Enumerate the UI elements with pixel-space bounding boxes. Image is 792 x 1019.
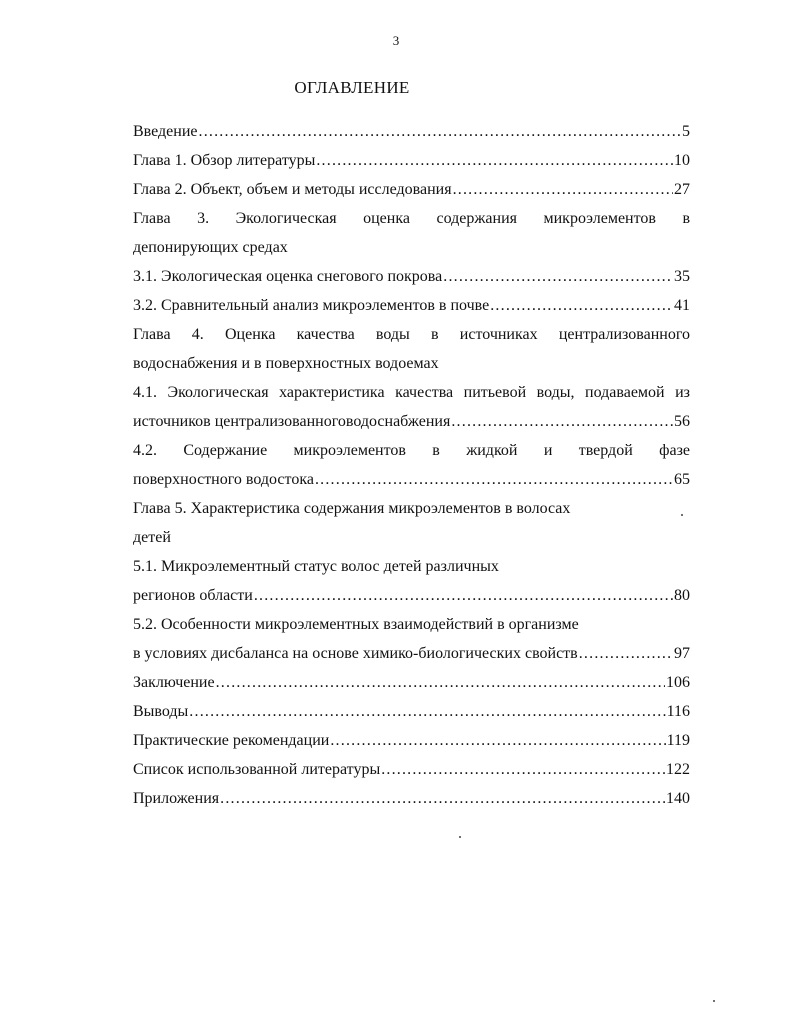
dot-leader bbox=[451, 407, 673, 436]
toc-entry-page: 116 bbox=[666, 703, 690, 720]
toc-entry-page: 97 bbox=[674, 645, 690, 662]
toc-entry-chapter-3-line-2[interactable]: депонирующих средах bbox=[133, 239, 288, 256]
toc-entry-references[interactable] bbox=[133, 755, 690, 784]
dot-leader bbox=[453, 175, 673, 204]
dot-leader bbox=[199, 117, 682, 146]
toc-entry-chapter-4-line-1[interactable]: Глава 4. Оценка качества воды в источниках централизованного bbox=[133, 326, 690, 343]
toc-entry-section-4-1-line-1[interactable]: 4.1. Экологическая характеристика качества питьевой воды, подаваемой из bbox=[133, 384, 690, 401]
toc-entry-section-4-1-line-2[interactable] bbox=[133, 407, 690, 436]
toc-entry-chapter-5-line-1[interactable]: Глава 5. Характеристика содержания микроэлементов в волосах bbox=[133, 500, 571, 517]
toc-entry-section-5-2-line-1[interactable]: 5.2. Особенности микроэлементных взаимодействий в организме bbox=[133, 616, 579, 633]
page-title: ОГЛАВЛЕНИЕ bbox=[294, 78, 410, 97]
toc-entry-page: 10 bbox=[674, 152, 690, 169]
toc-entry-chapter-5-line-2[interactable]: детей bbox=[133, 529, 171, 546]
dot-leader bbox=[216, 668, 665, 697]
toc-entry-label: источников централизованноговодоснабжения bbox=[133, 413, 451, 430]
toc-entry-chapter-2[interactable] bbox=[133, 175, 690, 204]
toc-entry-chapter-4-line-2[interactable]: водоснабжения и в поверхностных водоемах bbox=[133, 355, 439, 372]
toc-entry-label: 3.1. Экологическая оценка снегового покрова bbox=[133, 268, 443, 285]
toc-entry-section-3-1[interactable] bbox=[133, 262, 690, 291]
toc-entry-section-4-2-line-1[interactable]: 4.2. Содержание микроэлементов в жидкой и твердой фазе bbox=[133, 442, 690, 459]
toc-entry-findings[interactable] bbox=[133, 697, 690, 726]
toc-entry-chapter-1[interactable] bbox=[133, 146, 690, 175]
toc-entry-section-4-2-line-2[interactable] bbox=[133, 465, 690, 494]
toc-entry-page: 65 bbox=[674, 471, 690, 488]
toc-entry-label: Приложения bbox=[133, 790, 220, 807]
toc-entry-chapter-3-line-1[interactable]: Глава 3. Экологическая оценка содержания микроэлементов в bbox=[133, 210, 690, 227]
toc-entry-section-5-1-line-2[interactable] bbox=[133, 581, 690, 610]
dot-leader bbox=[254, 581, 673, 610]
toc-entry-page: 41 bbox=[674, 297, 690, 314]
toc-entry-label: Список использованной литературы bbox=[133, 761, 381, 778]
toc-entry-introduction[interactable] bbox=[133, 117, 690, 146]
toc-entry-page: 5 bbox=[682, 123, 690, 140]
dot-leader bbox=[315, 465, 673, 494]
toc-entry-label: Заключение bbox=[133, 674, 215, 691]
scan-speck bbox=[681, 514, 683, 516]
toc-entry-page: 122 bbox=[666, 761, 690, 778]
toc-entry-page: 106 bbox=[666, 674, 690, 691]
scan-speck bbox=[459, 836, 461, 838]
toc-entry-label: в условиях дисбаланса на основе химико-биологических свойств bbox=[133, 645, 578, 662]
toc-entry-conclusion[interactable] bbox=[133, 668, 690, 697]
toc-entry-page: 56 bbox=[674, 413, 690, 430]
toc-entry-label: регионов области bbox=[133, 587, 253, 604]
page-number: 3 bbox=[392, 33, 400, 48]
scan-speck bbox=[713, 1000, 715, 1002]
toc-entry-section-5-2-line-2[interactable] bbox=[133, 639, 690, 668]
toc-entry-label: Введение bbox=[133, 123, 198, 140]
dot-leader bbox=[316, 146, 673, 175]
toc-entry-page: 27 bbox=[674, 181, 690, 198]
toc-entry-section-3-2[interactable] bbox=[133, 291, 690, 320]
table-of-contents bbox=[133, 117, 690, 813]
toc-entry-appendices[interactable] bbox=[133, 784, 690, 813]
dot-leader bbox=[443, 262, 673, 291]
toc-entry-label: Выводы bbox=[133, 703, 189, 720]
dot-leader bbox=[330, 726, 665, 755]
toc-entry-label: 3.2. Сравнительный анализ микроэлементов в почве bbox=[133, 297, 490, 314]
dot-leader bbox=[381, 755, 665, 784]
toc-entry-label: Практические рекомендации bbox=[133, 732, 330, 749]
toc-entry-page: 119 bbox=[666, 732, 690, 749]
toc-entry-label: поверхностного водостока bbox=[133, 471, 314, 488]
toc-entry-recommendations[interactable] bbox=[133, 726, 690, 755]
dot-leader bbox=[189, 697, 665, 726]
dot-leader bbox=[220, 784, 665, 813]
dot-leader bbox=[490, 291, 673, 320]
toc-entry-page: 140 bbox=[666, 790, 690, 807]
toc-entry-page: 80 bbox=[674, 587, 690, 604]
dot-leader bbox=[579, 639, 673, 668]
toc-entry-label: Глава 2. Объект, объем и методы исследования bbox=[133, 181, 452, 198]
toc-entry-label: Глава 1. Обзор литературы bbox=[133, 152, 316, 169]
toc-entry-page: 35 bbox=[674, 268, 690, 285]
toc-entry-section-5-1-line-1[interactable]: 5.1. Микроэлементный статус волос детей различных bbox=[133, 558, 499, 575]
